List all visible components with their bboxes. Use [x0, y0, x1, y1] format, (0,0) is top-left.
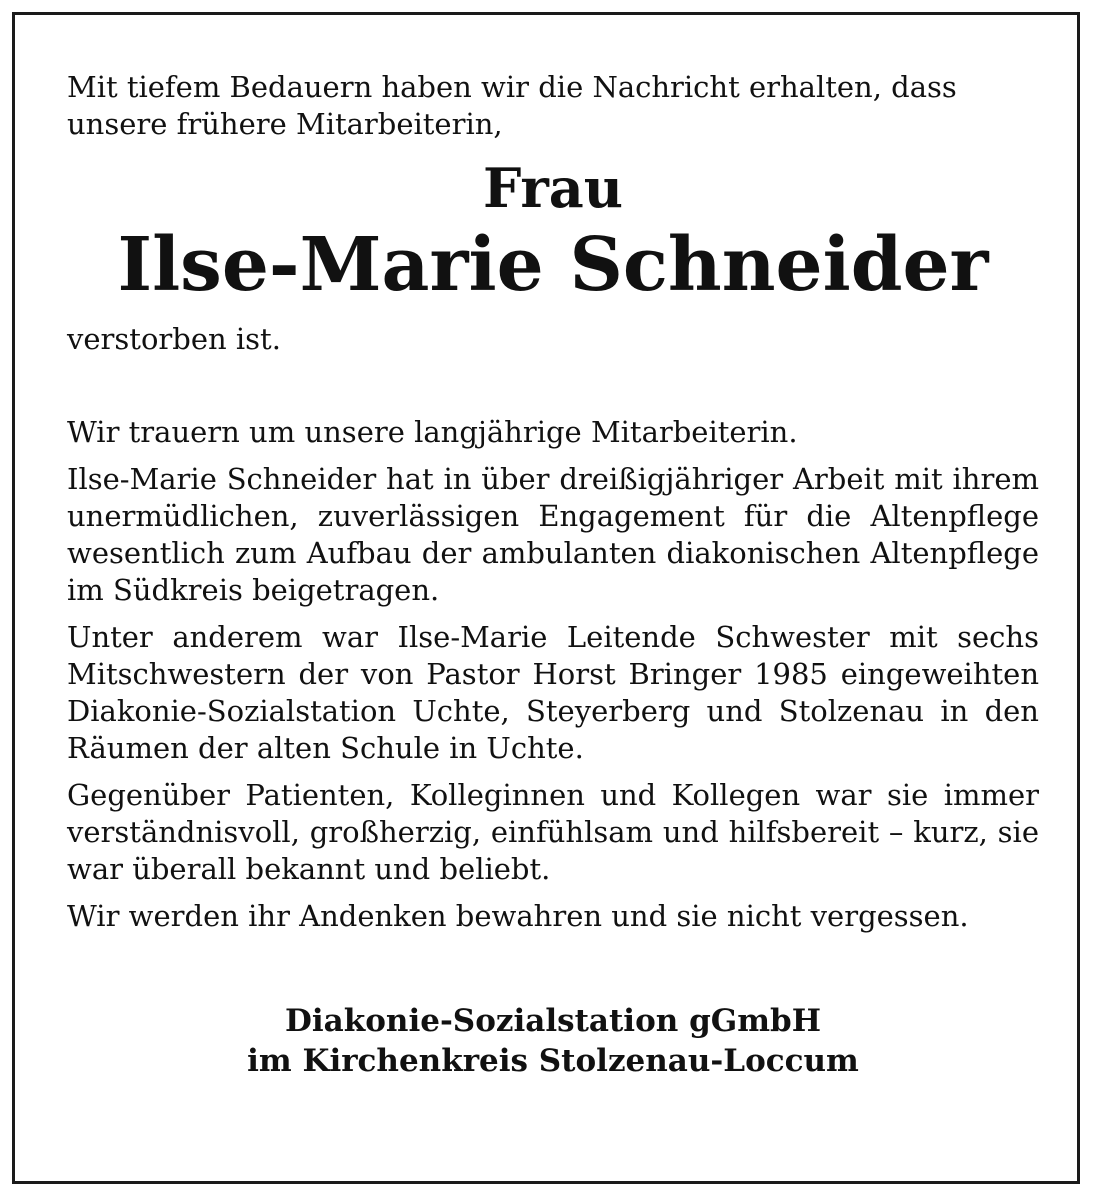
deceased-name: Ilse-Marie Schneider	[117, 222, 989, 308]
paragraph-farewell: Wir werden ihr Andenken bewahren und sie nicht vergessen.	[67, 899, 969, 933]
notice-frame	[12, 12, 1080, 1184]
paragraph-character: Gegenüber Patienten, Kolleginnen und Kollegen war sie immer verständnisvoll, großherzig, einfühlsam und hilfsbereit – kurz, sie war überall bekannt und beliebt.	[67, 778, 1039, 886]
salutation: Frau	[482, 156, 624, 220]
intro-text: Mit tiefem Bedauern haben wir die Nachricht erhalten, dass unsere frühere Mitarbeiterin,	[67, 70, 957, 141]
paragraph-work: Ilse-Marie Schneider hat in über dreißigjähriger Arbeit mit ihrem unermüdlichen, zuverlässigen Engagement für die Altenpflege wesentlich zum Aufbau der ambulanten diakonischen Altenpflege im Südkreis beigetragen.	[67, 462, 1039, 607]
died-text: verstorben ist.	[67, 322, 281, 356]
paragraph-mourning: Wir trauern um unsere langjährige Mitarbeiterin.	[67, 415, 798, 449]
signature-line-organization: Diakonie-Sozialstation gGmbH	[285, 1003, 821, 1039]
signature-line-district: im Kirchenkreis Stolzenau-Loccum	[247, 1043, 859, 1079]
signature-block	[67, 1001, 1039, 1081]
notice-content	[67, 69, 1039, 1081]
paragraph-history: Unter anderem war Ilse-Marie Leitende Schwester mit sechs Mitschwestern der von Pastor Horst Bringer 1985 eingeweihten Diakonie-Sozialstation Uchte, Steyerberg und Stolzenau in den Räumen der alten Schule in Uchte.	[67, 620, 1039, 765]
